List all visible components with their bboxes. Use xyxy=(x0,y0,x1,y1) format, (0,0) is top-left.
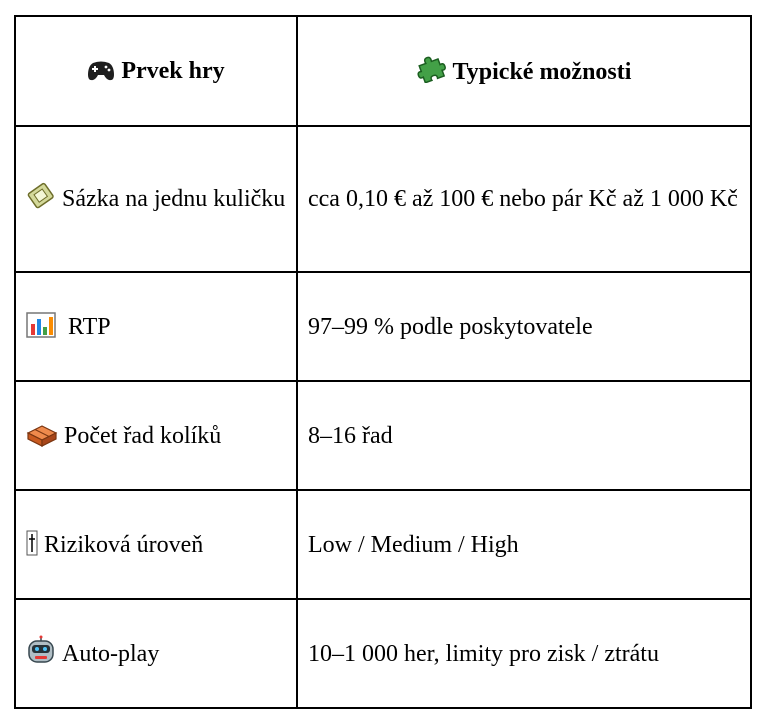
robot-icon xyxy=(26,635,56,665)
features-table xyxy=(14,15,752,709)
row-label: Počet řad kolíků xyxy=(64,422,222,449)
row-label: Auto-play xyxy=(62,641,160,667)
header-row xyxy=(15,16,751,126)
table-row xyxy=(15,126,751,272)
header-cell-options xyxy=(297,16,751,126)
header-label-feature: Prvek hry xyxy=(121,58,225,84)
row-label: RTP xyxy=(68,313,111,340)
game-controller-icon xyxy=(87,60,115,82)
row-value-cell: Low / Medium / High xyxy=(297,490,751,599)
header-cell-feature xyxy=(15,16,297,126)
row-value-cell: 97–99 % podle poskytovatele xyxy=(297,272,751,381)
table-row xyxy=(15,490,751,599)
header-label-options: Typické možnosti xyxy=(452,58,632,85)
bricks-icon xyxy=(26,421,58,447)
bar-chart-icon xyxy=(26,312,56,338)
row-value-cell: 10–1 000 her, limity pro zisk / ztrátu xyxy=(297,599,751,708)
table-row xyxy=(15,381,751,490)
dagger-icon xyxy=(26,530,38,556)
row-label-cell xyxy=(15,490,297,599)
table-row xyxy=(15,599,751,708)
row-label-cell xyxy=(15,126,297,272)
table-row xyxy=(15,272,751,381)
row-label: Sázka na jednu kuličku xyxy=(62,186,286,212)
ticket-icon xyxy=(26,182,56,210)
puzzle-piece-icon xyxy=(417,53,447,83)
row-label: Riziková úroveň xyxy=(44,531,204,558)
row-value-cell: 8–16 řad xyxy=(297,381,751,490)
row-label-cell xyxy=(15,272,297,381)
row-label-cell xyxy=(15,599,297,708)
row-value-cell: cca 0,10 € až 100 € nebo pár Kč až 1 000 Kč xyxy=(297,126,751,272)
row-label-cell xyxy=(15,381,297,490)
